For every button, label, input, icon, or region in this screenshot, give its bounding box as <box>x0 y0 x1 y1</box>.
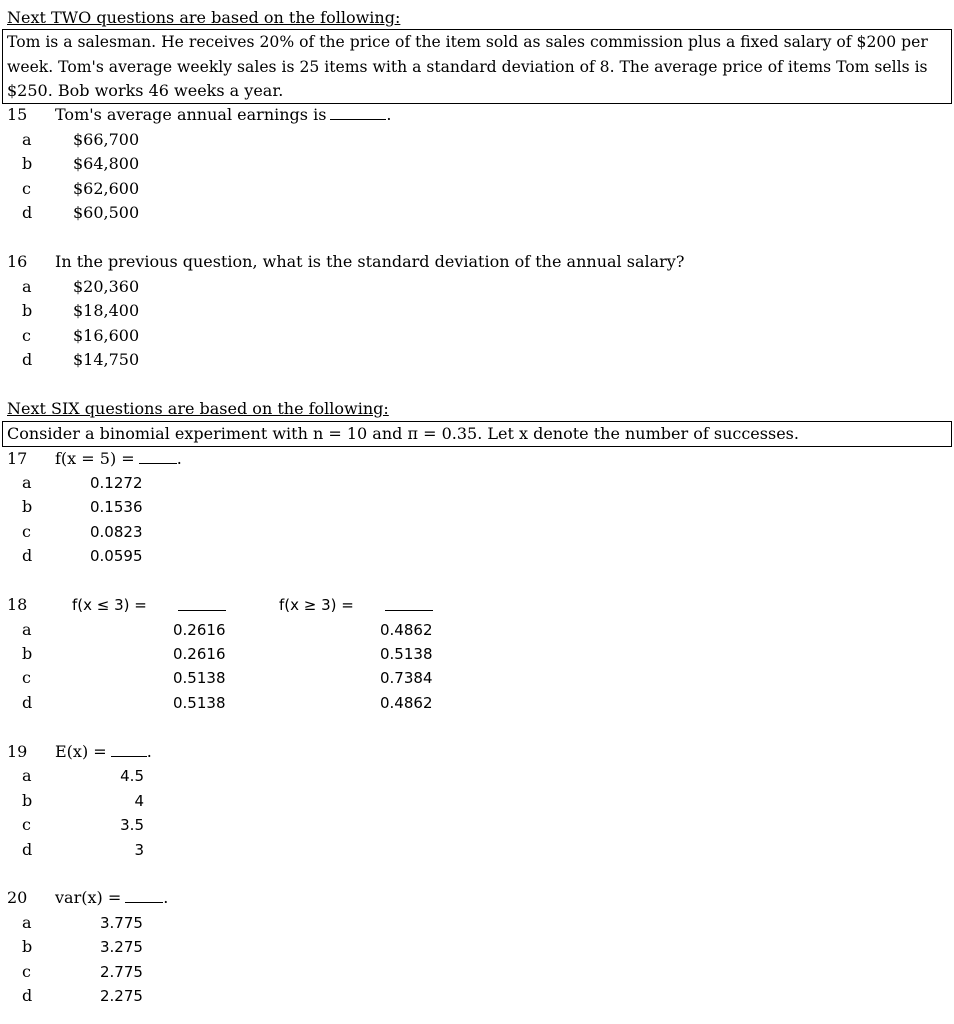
question-15-end: . <box>386 105 392 124</box>
option-value: $66,700 <box>73 130 140 149</box>
question-17-end: . <box>176 449 182 468</box>
option-left-value: 0.5138 <box>173 669 226 687</box>
option-value: 2.775 <box>100 963 143 981</box>
option-letter: c <box>22 522 31 541</box>
option-letter: c <box>22 179 31 198</box>
option-right-value: 0.5138 <box>380 645 433 663</box>
answer-blank <box>111 744 147 757</box>
option-letter: c <box>22 815 31 834</box>
question-text-17 <box>55 449 182 469</box>
question-number-20: 20 <box>7 888 28 907</box>
question-17-prompt: f(x = 5) = <box>55 449 135 468</box>
section2-heading: Next SIX questions are based on the following: <box>7 399 389 418</box>
option-letter: b <box>22 301 33 320</box>
section1-heading: Next TWO questions are based on the following: <box>7 8 401 27</box>
question-number-15: 15 <box>7 105 28 124</box>
option-letter: b <box>22 791 33 810</box>
option-letter: c <box>22 668 31 687</box>
option-value: 4.5 <box>120 767 144 785</box>
answer-blank <box>125 890 163 903</box>
answer-blank <box>385 610 433 611</box>
question-text-16: In the previous question, what is the standard deviation of the annual salary? <box>55 252 685 271</box>
option-letter: a <box>22 913 32 932</box>
question-text-20 <box>55 888 168 908</box>
option-value: 3.775 <box>100 914 143 932</box>
option-value: $60,500 <box>73 203 140 222</box>
option-letter: a <box>22 766 32 785</box>
option-value: 0.0595 <box>90 547 143 565</box>
question-number-18: 18 <box>7 595 28 614</box>
option-value: 2.275 <box>100 987 143 1005</box>
question-20-end: . <box>163 888 169 907</box>
option-letter: a <box>22 473 32 492</box>
option-value: 3.275 <box>100 938 143 956</box>
question-15-prompt: Tom's average annual earnings is <box>55 105 327 124</box>
question-19-prompt: E(x) = <box>55 742 107 761</box>
option-value: 3 <box>134 841 144 859</box>
option-letter: a <box>22 130 32 149</box>
option-value: $62,600 <box>73 179 140 198</box>
option-letter: c <box>22 326 31 345</box>
option-letter: d <box>22 350 33 369</box>
question-text-15 <box>55 105 392 125</box>
passage2-line: Consider a binomial experiment with n = 10 and π = 0.35. Let x denote the number of successes. <box>7 424 799 443</box>
question-18-right-prompt: f(x ≥ 3) = <box>279 596 354 614</box>
question-text-19 <box>55 742 152 762</box>
option-value: $64,800 <box>73 154 140 173</box>
passage-line-1: Tom is a salesman. He receives 20% of the price of the item sold as sales commission plus a fixed salary of $200 per <box>7 33 928 51</box>
question-number-17: 17 <box>7 449 28 468</box>
option-value: $18,400 <box>73 301 140 320</box>
option-value: 0.1536 <box>90 498 143 516</box>
answer-blank <box>330 107 386 120</box>
option-right-value: 0.4862 <box>380 694 433 712</box>
question-number-16: 16 <box>7 252 28 271</box>
answer-blank <box>178 610 226 611</box>
option-letter: a <box>22 277 32 296</box>
option-value: 0.1272 <box>90 474 143 492</box>
option-right-value: 0.4862 <box>380 621 433 639</box>
option-letter: c <box>22 962 31 981</box>
option-value: 0.0823 <box>90 523 143 541</box>
option-value: $20,360 <box>73 277 140 296</box>
option-letter: d <box>22 840 33 859</box>
option-value: 3.5 <box>120 816 144 834</box>
option-letter: d <box>22 546 33 565</box>
option-letter: b <box>22 937 33 956</box>
option-left-value: 0.5138 <box>173 694 226 712</box>
option-right-value: 0.7384 <box>380 669 433 687</box>
option-letter: a <box>22 620 32 639</box>
option-value: 4 <box>134 792 144 810</box>
option-letter: b <box>22 497 33 516</box>
option-letter: b <box>22 154 33 173</box>
question-19-end: . <box>146 742 152 761</box>
answer-blank <box>139 451 177 464</box>
passage-line-2: week. Tom's average weekly sales is 25 items with a standard deviation of 8. The average price of items Tom sells is <box>7 58 928 76</box>
option-letter: d <box>22 693 33 712</box>
question-18-left-prompt: f(x ≤ 3) = <box>72 596 147 614</box>
question-20-prompt: var(x) = <box>55 888 122 907</box>
option-letter: d <box>22 203 33 222</box>
option-value: $14,750 <box>73 350 140 369</box>
question-number-19: 19 <box>7 742 28 761</box>
option-left-value: 0.2616 <box>173 645 226 663</box>
option-value: $16,600 <box>73 326 140 345</box>
option-letter: b <box>22 644 33 663</box>
option-letter: d <box>22 986 33 1005</box>
option-left-value: 0.2616 <box>173 621 226 639</box>
passage-line-3: $250. Bob works 46 weeks a year. <box>7 81 284 100</box>
